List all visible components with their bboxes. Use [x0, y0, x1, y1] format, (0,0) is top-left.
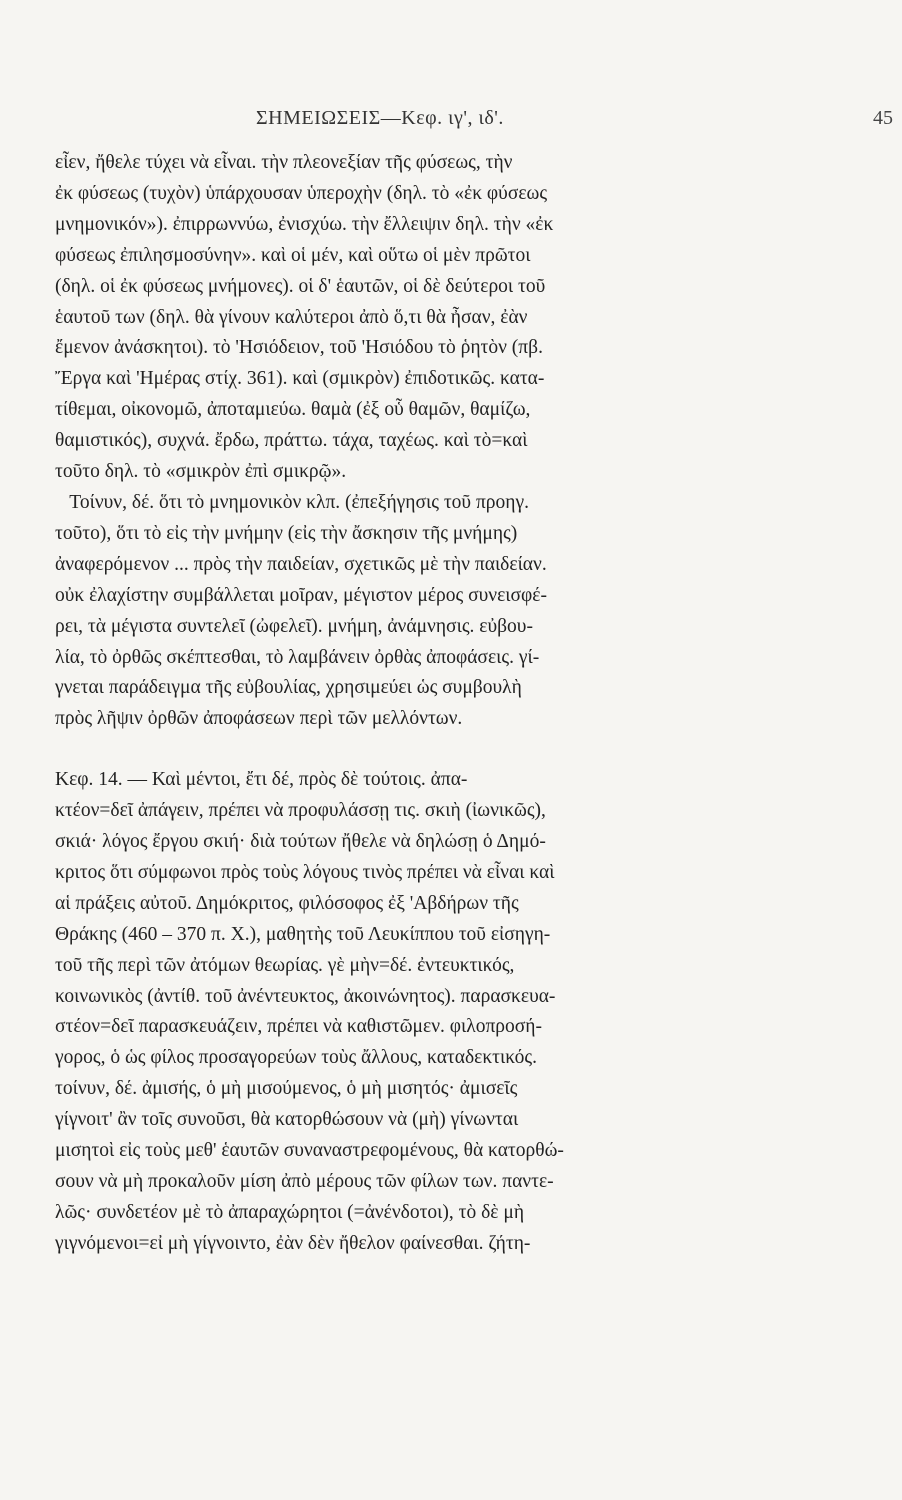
paragraph: [55, 488, 773, 735]
running-head: ΣΗΜΕΙΩΣΕΙΣ—Κεφ. ιγ', ιδ'.: [256, 107, 504, 129]
text-line: γίγνοιτ' ἂν τοῖς συνοῦσι, θὰ κατορθώσουν νὰ (μὴ) γίνωνται: [55, 1109, 519, 1131]
text-line: τοῦτο δηλ. τὸ «σμικρὸν ἐπὶ σμικρῷ».: [55, 461, 347, 483]
body-text: [55, 148, 773, 1260]
text-line: λία, τὸ ὀρθῶς σκέπτεσθαι, τὸ λαμβάνειν ὀρθὰς ἀποφάσεις. γί-: [55, 646, 540, 668]
text-line: κτέον=δεῖ ἀπάγειν, πρέπει νὰ προφυλάσσῃ τις. σκιὴ (ἰωνικῶς),: [55, 800, 546, 822]
text-line: Κεφ. 14. — Καὶ μέντοι, ἔτι δέ, πρὸς δὲ τούτοις. ἀπα-: [55, 769, 468, 791]
text-line: γνεται παράδειγμα τῆς εὐβουλίας, χρησιμεύει ὡς συμβουλὴ: [55, 677, 522, 699]
text-line: θαμιστικός), συχνά. ἔρδω, πράττω. τάχα, ταχέως. καὶ τὸ=καὶ: [55, 430, 528, 452]
text-line: μνημονικόν»). ἐπιρρωννύω, ἐνισχύω. τὴν ἔλλειψιν δηλ. τὴν «ἐκ: [55, 213, 554, 235]
text-line: αἱ πράξεις αὐτοῦ. Δημόκριτος, φιλόσοφος ἐξ 'Αβδήρων τῆς: [55, 892, 519, 914]
text-line: Τοίνυν, δέ. ὅτι τὸ μνημονικὸν κλπ. (ἐπεξήγησις τοῦ προηγ.: [55, 491, 529, 513]
text-line: εἶεν, ἤθελε τύχει νὰ εἶναι. τὴν πλεονεξίαν τῆς φύσεως, τὴν: [55, 152, 513, 173]
text-line: κοινωνικὸς (ἀντίθ. τοῦ ἀνέντευκτος, ἀκοινώνητος). παρασκευα-: [55, 985, 556, 1007]
text-line: ρει, τὰ μέγιστα συντελεῖ (ὠφελεῖ). μνήμη, ἀνάμνησις. εὐβου-: [55, 615, 533, 637]
text-line: στέον=δεῖ παρασκευάζειν, πρέπει νὰ καθιστῶμεν. φιλοπροσή-: [55, 1016, 542, 1038]
text-line: μισητοὶ εἰς τοὺς μεθ' ἑαυτῶν συναναστρεφομένους, θὰ κατορθώ-: [55, 1140, 564, 1162]
paragraph: [55, 148, 773, 488]
text-line: Ἔργα καὶ 'Ημέρας στίχ. 361). καὶ (σμικρὸν) ἐπιδοτικῶς. κατα-: [55, 368, 545, 390]
text-line: γορος, ὁ ὡς φίλος προσαγορεύων τοὺς ἄλλους, καταδεκτικός.: [55, 1047, 537, 1069]
text-line: κριτος ὅτι σύμφωνοι πρὸς τοὺς λόγους τινὸς πρέπει νὰ εἶναι καὶ: [55, 861, 555, 883]
text-line: τίθεμαι, οἰκονομῶ, ἀποταμιεύω. θαμὰ (ἐξ οὗ θαμῶν, θαμίζω,: [55, 399, 531, 421]
text-line: ἀναφερόμενον ... πρὸς τὴν παιδείαν, σχετικῶς μὲ τὴν παιδείαν.: [55, 553, 547, 575]
chapter-paragraph: [55, 765, 773, 1260]
text-line: τοῦτο), ὅτι τὸ εἰς τὴν μνήμην (εἰς τὴν ἄσκησιν τῆς μνήμης): [55, 522, 518, 544]
text-line: ἐκ φύσεως (τυχὸν) ὑπάρχουσαν ὑπεροχὴν (δηλ. τὸ «ἐκ φύσεως: [55, 182, 548, 204]
text-line: φύσεως ἐπιλησμοσύνην». καὶ οἱ μέν, καὶ οὕτω οἱ μὲν πρῶτοι: [55, 244, 531, 266]
text-line: Θράκης (460 – 370 π. Χ.), μαθητὴς τοῦ Λευκίππου τοῦ εἰσηγη-: [55, 923, 551, 945]
text-line: σκιά· λόγος ἔργου σκιή· διὰ τούτων ἤθελε νὰ δηλώσῃ ὁ Δημό-: [55, 831, 546, 853]
text-line: τοῦ τῆς περὶ τῶν ἀτόμων θεωρίας. γὲ μὴν=δέ. ἐντευκτικός,: [55, 954, 515, 976]
text-line: γιγνόμενοι=εἰ μὴ γίγνοιντο, ἐὰν δὲν ἤθελον φαίνεσθαι. ζήτη-: [55, 1232, 531, 1254]
page-header: [0, 107, 902, 137]
text-line: πρὸς λῆψιν ὀρθῶν ἀποφάσεων περὶ τῶν μελλόντων.: [55, 708, 463, 730]
text-line: σουν νὰ μὴ προκαλοῦν μίση ἀπὸ μέρους τῶν φίλων των. παντε-: [55, 1171, 554, 1192]
text-line: ἑαυτοῦ των (δηλ. θὰ γίνουν καλύτεροι ἀπὸ ὅ,τι θὰ ἦσαν, ἐὰν: [55, 306, 528, 328]
text-line: οὐκ ἐλαχίστην συμβάλλεται μοῖραν, μέγιστον μέρος συνεισφέ-: [55, 584, 547, 606]
page-number: 45: [873, 107, 893, 129]
text-line: λῶς· συνδετέον μὲ τὸ ἀπαραχώρητοι (=ἀνένδοτοι), τὸ δὲ μὴ: [55, 1201, 525, 1223]
text-line: (δηλ. οἱ ἐκ φύσεως μνήμονες). οἱ δ' ἑαυτῶν, οἱ δὲ δεύτεροι τοῦ: [55, 275, 546, 297]
text-line: τοίνυν, δέ. ἀμισής, ὁ μὴ μισούμενος, ὁ μὴ μισητός· ἀμισεῖς: [55, 1078, 518, 1100]
text-line: ἔμενον ἀνάσκητοι). τὸ 'Ησιόδειον, τοῦ 'Ησιόδου τὸ ῥητὸν (πβ.: [55, 337, 543, 359]
